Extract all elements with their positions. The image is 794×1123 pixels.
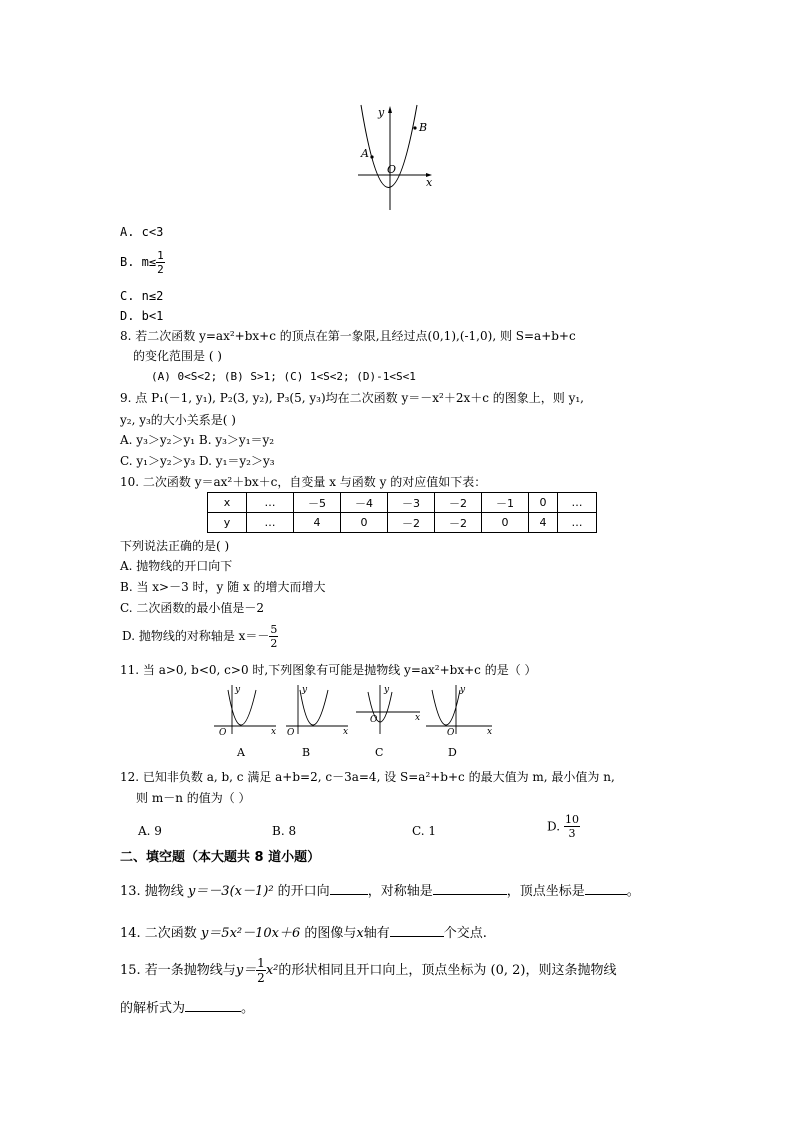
q7-b-numerator: 1 — [157, 249, 164, 262]
q7-option-b-fraction — [156, 250, 165, 275]
graph-d-label: D — [448, 746, 457, 759]
q15-prefix: 15. 若一条抛物线与 — [120, 963, 236, 978]
q10-option-b: B. 当 x>－3 时，y 随 x 的增大而增大 — [120, 580, 326, 594]
q10-d-numerator: 5 — [270, 623, 278, 636]
graph-c-y-label: y — [384, 685, 390, 695]
q10-d-denominator: 2 — [270, 637, 278, 650]
x-axis-label: x — [426, 176, 433, 189]
q12-d-numerator: 10 — [565, 813, 580, 826]
q15-blank[interactable] — [185, 999, 241, 1012]
q10-option-c: C. 二次函数的最小值是－2 — [120, 601, 265, 615]
q7-option-c: C. n≤2 — [120, 289, 164, 303]
q14 — [120, 924, 487, 940]
graph-b-x-label: x — [343, 727, 349, 737]
q14-axis: x — [356, 926, 364, 941]
q12-option-c: C. 1 — [412, 824, 437, 838]
q10-value-table — [207, 492, 597, 533]
q14-mid: 的图像与 — [304, 926, 357, 941]
q13-blank-vertex[interactable] — [585, 882, 627, 895]
table-cell: … — [247, 513, 294, 533]
graph-b-y-label: y — [302, 685, 308, 695]
q9-line2: y₂, y₃的大小关系是( ) — [120, 413, 236, 427]
q7-option-a: A. c<3 — [120, 225, 164, 239]
q7-option-d: D. b<1 — [120, 309, 164, 323]
q15-line1 — [120, 957, 616, 984]
q15-x2: x² — [265, 963, 279, 978]
graph-d-y-label: y — [460, 685, 466, 695]
graph-a-x-label: x — [271, 727, 277, 737]
q15-line2-text: 的解析式为 — [120, 1001, 186, 1016]
q9-options-ab: A. y₃＞y₂＞y₁ B. y₃＞y₁＝y₂ — [120, 433, 275, 447]
q12-d-denominator: 3 — [568, 827, 576, 840]
q13-text-axis: ，对称轴是 — [367, 884, 433, 899]
q12-line2: 则 m－n 的值为（ ） — [136, 791, 251, 805]
q15-numerator: 1 — [257, 956, 265, 970]
q10-option-d-fraction — [269, 624, 278, 649]
q9-line1: 9. 点 P₁(－1, y₁), P₂(3, y₂), P₃(5, y₃)均在二次函数 y＝－x²＋2x＋c 的图象上，则 y₁, — [120, 391, 584, 405]
q13-text-vertex: ，顶点坐标是 — [506, 884, 585, 899]
q15-fraction — [256, 957, 266, 984]
table-cell: 0 — [482, 513, 529, 533]
point-a-dot — [370, 155, 373, 158]
q13-formula: y＝－3(x－1)² — [187, 884, 274, 899]
q11-graph-d — [426, 685, 492, 759]
point-b-label: B — [419, 121, 428, 134]
q12-option-d-prefix: D. — [547, 819, 561, 834]
q14-prefix: 14. 二次函数 — [120, 926, 197, 941]
q8-line1: 8. 若二次函数 y=ax²+bx+c 的顶点在第一象限,且经过点(0,1),(-1,0), 则 S=a+b+c — [120, 329, 576, 343]
q11-line1: 11. 当 a>0, b<0, c>0 时,下列图象有可能是抛物线 y=ax²+bx+c 的是（ ） — [120, 663, 537, 677]
q10-option-d-text: D. 抛物线的对称轴是 x＝－ — [122, 629, 270, 643]
table-cell: x — [208, 493, 247, 513]
q14-end2: 个交点. — [443, 926, 487, 941]
table-cell: 0 — [529, 493, 558, 513]
q7-option-b — [120, 250, 165, 275]
q12-option-d-fraction — [564, 814, 580, 839]
q14-blank[interactable] — [390, 924, 444, 937]
y-axis-arrow-icon — [388, 106, 392, 113]
q13-prefix: 13. 抛物线 — [120, 884, 184, 899]
q15-line2 — [120, 999, 254, 1015]
q8-line2: 的变化范围是 ( ) — [133, 349, 222, 363]
q12-option-b: B. 8 — [272, 824, 297, 838]
graph-d-origin: O — [447, 728, 455, 738]
q11-graphs — [210, 682, 495, 762]
q7-b-denominator: 2 — [157, 263, 164, 276]
table-cell: … — [558, 513, 597, 533]
q7-option-b-prefix: B. m≤ — [120, 255, 157, 269]
q12-line1: 12. 已知非负数 a, b, c 满足 a+b=2, c－3a=4, 设 S=a²+b+c 的最大值为 m, 最小值为 n, — [120, 770, 615, 784]
q12-option-d — [547, 814, 580, 839]
graph-a-origin: O — [219, 728, 227, 738]
q15-y-eq: y＝ — [235, 963, 257, 978]
section-heading: 二、填空题（本大题共 8 道小题） — [120, 850, 321, 865]
table-cell: －2 — [388, 513, 435, 533]
q9-options-cd: C. y₁＞y₂＞y₃ D. y₁＝y₂＞y₃ — [120, 454, 275, 468]
table-cell: －3 — [388, 493, 435, 513]
q13-blank-axis[interactable] — [433, 882, 507, 895]
table-cell: … — [247, 493, 294, 513]
origin-label: O — [387, 163, 397, 176]
q10-line1: 10. 二次函数 y＝ax²＋bx＋c，自变量 x 与函数 y 的对应值如下表： — [120, 475, 487, 489]
q15-denominator: 2 — [257, 971, 265, 985]
q12-option-a: A. 9 — [138, 824, 162, 838]
y-axis-label: y — [378, 106, 385, 119]
graph-a-y-label: y — [235, 685, 241, 695]
q10-option-a: A. 抛物线的开口向下 — [120, 559, 233, 573]
table-row-x — [208, 493, 597, 513]
table-cell: －4 — [341, 493, 388, 513]
table-cell: －5 — [294, 493, 341, 513]
q10-prompt: 下列说法正确的是( ) — [120, 539, 230, 553]
table-cell: … — [558, 493, 597, 513]
point-b-dot — [413, 126, 416, 129]
table-cell: 0 — [341, 513, 388, 533]
table-row-y — [208, 513, 597, 533]
q15-end: 。 — [241, 1001, 255, 1016]
graph-b-origin: O — [287, 728, 295, 738]
q13-blank-direction[interactable] — [330, 882, 368, 895]
table-cell: y — [208, 513, 247, 533]
table-cell: －1 — [482, 493, 529, 513]
point-a-label: A — [361, 147, 369, 160]
q8-options: (A) 0<S<2; (B) S>1; (C) 1<S<2; (D)-1<S<1 — [151, 370, 416, 383]
graph-c-x-label: x — [415, 713, 421, 723]
q13-text-open: 的开口向 — [277, 884, 330, 899]
q14-end: 轴有 — [363, 926, 390, 941]
q15-rest: 的形状相同且开口向上，顶点坐标为 (0, 2)，则这条抛物线 — [278, 963, 617, 978]
table-cell: 4 — [529, 513, 558, 533]
graph-d-x-label: x — [487, 727, 493, 737]
table-cell: －2 — [435, 513, 482, 533]
graph-c-origin: O — [370, 715, 378, 725]
graph-c-label: C — [375, 746, 384, 759]
graph-a-label: A — [237, 746, 245, 759]
q13-end: 。 — [626, 884, 640, 899]
q14-formula: y＝5x²－10x＋6 — [200, 926, 301, 941]
q10-option-d — [122, 624, 278, 649]
graph-b-label: B — [302, 746, 311, 759]
q11-graph-c — [356, 685, 420, 759]
table-cell: 4 — [294, 513, 341, 533]
q11-graph-b — [286, 685, 348, 759]
parabola-figure — [350, 100, 450, 215]
q11-graph-a — [214, 685, 276, 759]
q13 — [120, 882, 640, 898]
table-cell: －2 — [435, 493, 482, 513]
